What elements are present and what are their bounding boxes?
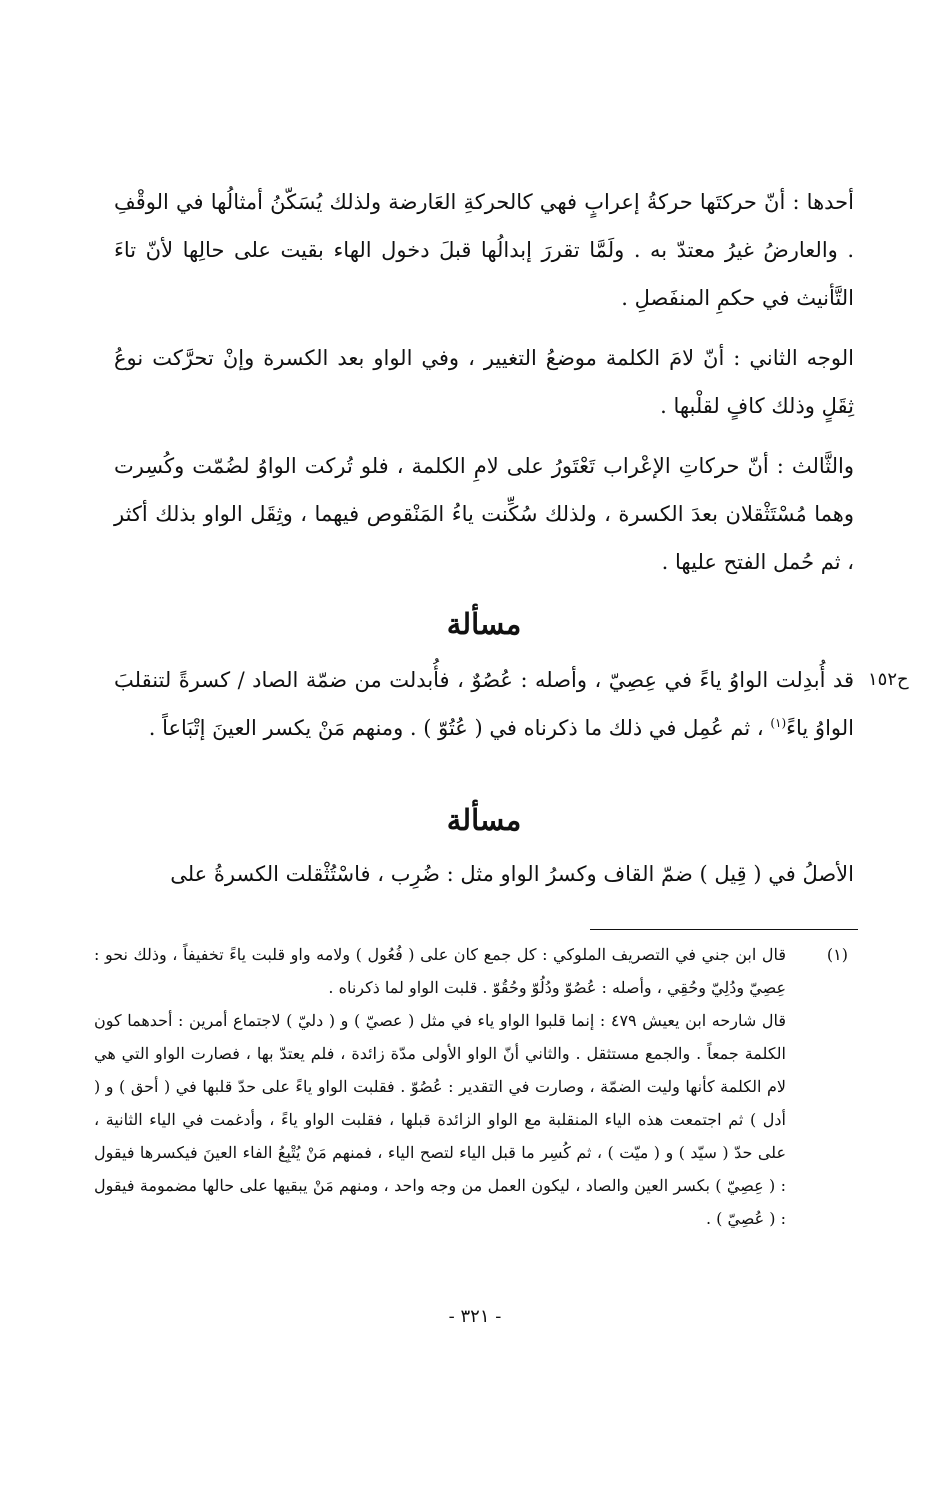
paragraph-asiyy-text-start: قد أُبدِلت الواوُ ياءً في عِصِيّ ، وأصله : عُصُوٌ ، فأُبدلت من ضمّة الصاد / كسرةً لتنقلبَ الواوُ ياءً — [114, 668, 854, 740]
footnote-body — [94, 938, 786, 1235]
section-heading-masala-1: مسألة — [446, 607, 522, 641]
footnote-ibn-jinni-quote: قال ابن جني في التصريف الملوكي : كل جمع كان على ( فُعُول ) ولامه واو قلبت ياءً تخفيفاً ، وذلك نحو : عِصِيّ ودُلِيّ وحُقِي ، وأصله : عُصُوّ ودُلُوّ وحُقُوّ . قلبت الواو لما ذكرناه . — [94, 945, 786, 997]
paragraph-qila: الأصلُ في ( قِيل ) ضمّ القاف وكسرُ الواو مثل : ضُرِب ، فاسْتُثْقلت الكسرةُ على — [170, 862, 854, 886]
main-text — [114, 178, 854, 898]
footnote-separator — [590, 929, 858, 930]
marginal-manuscript-reference: ح١٥٢ — [868, 669, 909, 690]
paragraph-third-reason: والثَّالث : أنّ حركاتِ الإعْراب تَعْتَورُ على لامِ الكلمة ، فلو تُركت الواوُ لضُمّت وكُسِرت وهما مُسْتَثْقلان بعدَ الكسرة ، ولذلك سُكِّنت ياءُ المَنْقوص فيهما ، وثِقَل الواو بذلك أكثر ، ثم حُمل الفتح عليها . — [114, 454, 854, 574]
footnote-reference[interactable]: (١) — [770, 716, 787, 730]
paragraph-asiyy — [114, 656, 854, 752]
footnote-1 — [94, 938, 854, 1235]
footnote-ibn-yaish-quote: قال شارحه ابن يعيش ٤٧٩ : إنما قلبوا الواو ياء في مثل ( عصيّ ) و ( دليّ ) لاجتماع أمرين : أحدهما كون الكلمة جمعاً . والجمع مستثقل . والثاني أنّ الواو الأولى مدّة زائدة ، فلم يعتدّ بها ، فصارت الواو التي هي لام الكلمة كأنها وليت الضمّة ، وصارت في التقدير : عُصُوّ . فقلبت الواو ياءً على حدّ قلبها في ( أحق ) و ( أدل ) ثم اجتمعت هذه الياء المنقلبة مع الواو الزائدة قبلها ، فقلبت الواو ياءً ، وأدغمت في الياء الثانية ، على حدّ ( سيّد ) و ( ميّت ) ، ثم كُسِر ما قبل الياء لتصح الياء ، فمنهم مَنْ يُتْبِعُ الفاء العينَ فيكسرها فيقول : ( عِصِيّ ) بكسر العين والصاد ، ليكون العمل من وجه واحد ، ومنهم مَنْ يبقيها على حالها مضمومة فيقول : ( عُصِيّ ) . — [94, 1011, 786, 1228]
paragraph-first-reason: أحدها : أنّ حركتَها حركةُ إعرابٍ فهي كالحركةِ العَارضة ولذلك يُسَكّنُ أمثالُها في الوقْفِ . والعارضُ غيرُ معتدّ به . ولَمَّا تقررَ إبدالُها قبلَ دخول الهاء بقيت على حالِها لأنّ تاءَ التَّأنيث في حكمِ المنفَصلِ . — [114, 190, 854, 310]
footnotes — [94, 938, 854, 1235]
section-heading-masala-2: مسألة — [446, 803, 522, 837]
page-number: - ٣٢١ - — [448, 1306, 502, 1327]
footnote-marker: (١) — [826, 945, 848, 964]
paragraph-asiyy-text-end: ، ثم عُمِل في ذلك ما ذكرناه في ( عُتُوّ ) . ومنهم مَنْ يكسر العينَ إتْبَاعاً . — [148, 716, 771, 740]
paragraph-second-reason: الوجه الثاني : أنّ لامَ الكلمة موضعُ التغيير ، وفي الواو بعد الكسرة وإنْ تحرَّكت نوعُ ثِقَلٍ وذلك كافٍ لقلْبها . — [114, 346, 854, 418]
